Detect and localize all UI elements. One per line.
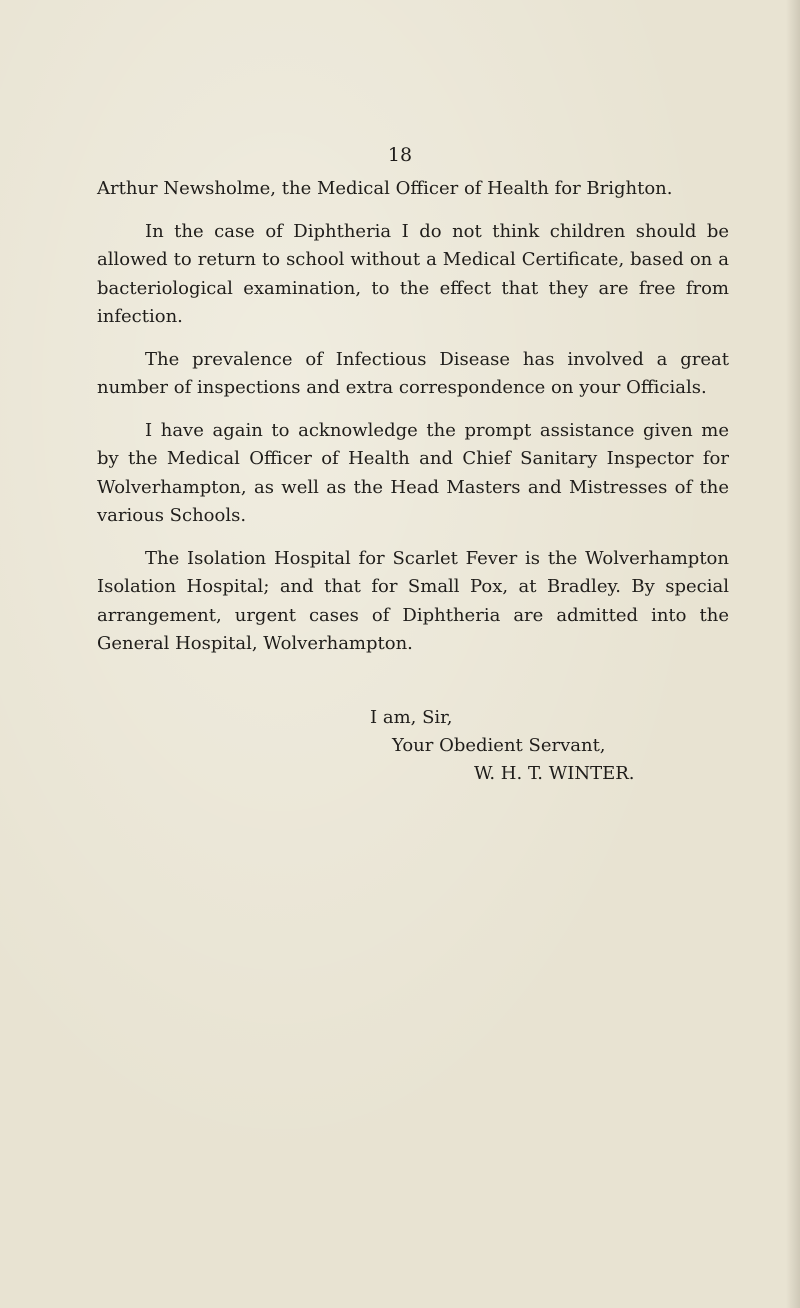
page-edge-shadow (786, 0, 800, 1308)
closing-valediction: Your Obedient Servant, (392, 735, 606, 756)
continuation-line: Arthur Newsholme, the Medical Officer of Health for Brighton. (97, 178, 673, 199)
closing-salutation: I am, Sir, (370, 707, 453, 728)
paragraph-acknowledgement: I have again to acknowledge the prompt assistance given me by the Medical Officer of Health and Chief Sanitary Inspector for Wolverhampton, as well as the Head Masters and Mistresses of the various Schools. (97, 419, 729, 526)
signature: W. H. T. WINTER. (474, 763, 635, 784)
paragraph-isolation-hospital: The Isolation Hospital for Scarlet Fever is the Wolverhampton Isolation Hospital; and that for Small Pox, at Bradley. By special arrangement, urgent cases of Diphtheria are admitted into the General Hospital, Wolverhampton. (97, 547, 729, 654)
paragraph-prevalence: The prevalence of Infectious Disease has involved a great number of inspections and extra correspondence on your Officials. (97, 348, 729, 398)
page-number: 18 (387, 144, 413, 166)
paragraph-diphtheria: In the case of Diphtheria I do not think children should be allowed to return to school without a Medical Certificate, based on a bacteriological examination, to the effect that they are free from infection. (97, 220, 729, 327)
body-text (97, 175, 729, 673)
